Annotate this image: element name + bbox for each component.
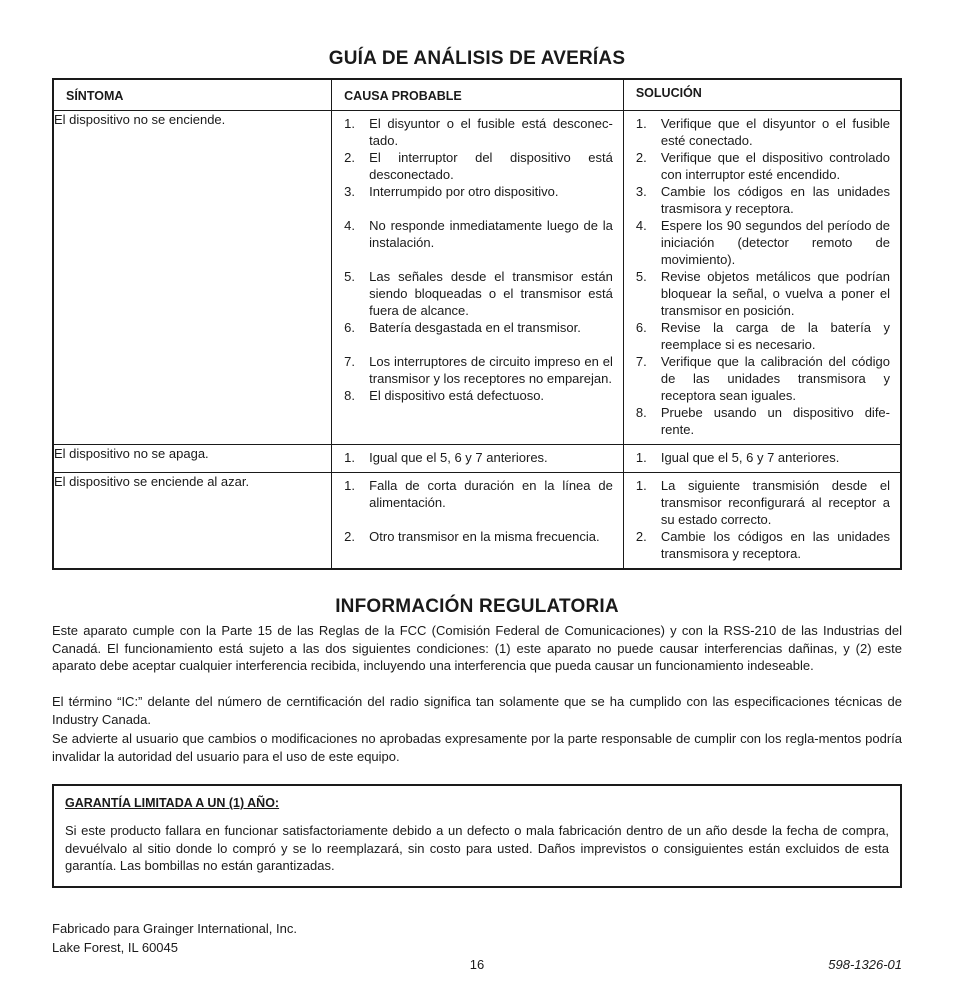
table-row <box>53 473 901 570</box>
solution-cell <box>623 111 901 445</box>
page-number: 16 <box>469 957 485 972</box>
list-item: 2. Otro transmisor en la misma frecuencia. <box>344 529 600 544</box>
list-item: 3. Cambie los códigos en las unidades trasmisora y receptora. <box>635 184 890 216</box>
list-item: 6. Revise la carga de la batería y reemplace si es necesario. <box>635 320 890 352</box>
list-item: 1. Igual que el 5, 6 y 7 anteriores. <box>635 450 840 465</box>
regulatory-paragraph: Este aparato cumple con la Parte 15 de las Reglas de la FCC (Comisión Federal de Comunicaciones) y con la RSS-210 de las Industrias del Canadá. El funcionamiento está sujeto a las dos siguientes condiciones: (1) este aparato no puede causar interferencias dañinas, y (2) este aparato debe aceptar cualquier interferencia recibida, incluyendo una interferencia que pueda causar un funcionamiento indeseable. <box>52 623 902 673</box>
symptom-cell: El dispositivo se enciende al azar. <box>53 473 332 570</box>
list-item: 4. No responde inmediatamente luego de la instalación. <box>344 218 613 250</box>
cause-cell <box>332 111 624 445</box>
list-item: 2. Verifique que el dispositivo controlado con interruptor esté encendido. <box>635 150 890 182</box>
list-item: 1. Igual que el 5, 6 y 7 anteriores. <box>344 450 548 465</box>
list-item: 5. Revise objetos metálicos que podrían bloquear la señal, o vuelva a poner el transmisor en posición. <box>635 269 890 318</box>
list-item: 1. Falla de corta duración en la línea de alimentación. <box>344 478 613 510</box>
document-code: 598-1326-01 <box>828 957 902 972</box>
manufacturer-text: Fabricado para Grainger International, Inc. <box>52 921 297 936</box>
table-row <box>53 445 901 473</box>
list-item: 8. Pruebe usando un dispositivo dife-rente. <box>635 405 890 437</box>
symptom-cell: El dispositivo no se apaga. <box>53 445 332 473</box>
regulatory-title: INFORMACIÓN REGULATORIA <box>335 596 619 617</box>
list-item: 1. El disyuntor o el fusible está desconec-tado. <box>344 116 613 148</box>
list-item: 6. Batería desgastada en el transmisor. <box>344 320 581 335</box>
header-cause: CAUSA PROBABLE <box>332 79 624 111</box>
solution-cell <box>623 473 901 570</box>
list-item: 5. Las señales desde el transmisor están siendo bloqueadas o el transmisor está fuera de alcance. <box>344 269 613 318</box>
troubleshooting-title: GUÍA DE ANÁLISIS DE AVERÍAS <box>328 48 626 69</box>
warranty-title: GARANTÍA LIMITADA A UN (1) AÑO: <box>65 796 280 810</box>
list-item: 7. Verifique que la calibración del código de las unidades transmisora y receptora sean iguales. <box>635 354 890 403</box>
warranty-body: Si este producto fallara en funcionar satisfactoriamente debido a un defecto o mala fabricación dentro de un año desde la fecha de compra, devuélvalo al sitio donde lo compró y se lo reemplazará, sin costo para usted. Daños imprevistos o consiguientes están excluidos de esta garantía. Las bombillas no están garantizadas. <box>65 823 889 873</box>
address-text: Lake Forest, IL 60045 <box>52 940 178 955</box>
solution-cell <box>623 445 901 473</box>
cause-cell <box>332 445 624 473</box>
cause-cell <box>332 473 624 570</box>
list-item: 3. Interrumpido por otro dispositivo. <box>344 184 559 199</box>
table-header-row <box>53 79 901 111</box>
warranty-box <box>52 784 902 888</box>
list-item: 4. Espere los 90 segundos del período de iniciación (detector remoto de movimiento). <box>635 218 890 267</box>
regulatory-paragraph: El término “IC:” delante del número de cerntificación del radio significa tan solamente que se ha cumplido con las especificaciones técnicas de Industry Canada. <box>52 694 902 727</box>
list-item: 2. El interruptor del dispositivo está desconectado. <box>344 150 613 182</box>
list-item: 1. Verifique que el disyuntor o el fusible esté conectado. <box>635 116 890 148</box>
table-row <box>53 111 901 445</box>
list-item: 7. Los interruptores de circuito impreso en el transmisor y los receptores no emparejan. <box>344 354 613 386</box>
list-item: 8. El dispositivo está defectuoso. <box>344 388 545 403</box>
regulatory-paragraph: Se advierte al usuario que cambios o modificaciones no aprobadas expresamente por la parte responsable de cumplir con los regla-mentos podría invalidar la autoridad del usuario para el uso de este equipo. <box>52 731 902 764</box>
header-solution: SOLUCIÓN <box>623 79 901 111</box>
list-item: 2. Cambie los códigos en las unidades transmisora y receptora. <box>635 529 890 561</box>
header-symptom: SÍNTOMA <box>53 79 332 111</box>
list-item: 1. La siguiente transmisión desde el transmisor reconfigurará al receptor a su estado correcto. <box>635 478 890 527</box>
troubleshooting-table <box>52 78 902 570</box>
symptom-cell: El dispositivo no se enciende. <box>53 111 332 445</box>
